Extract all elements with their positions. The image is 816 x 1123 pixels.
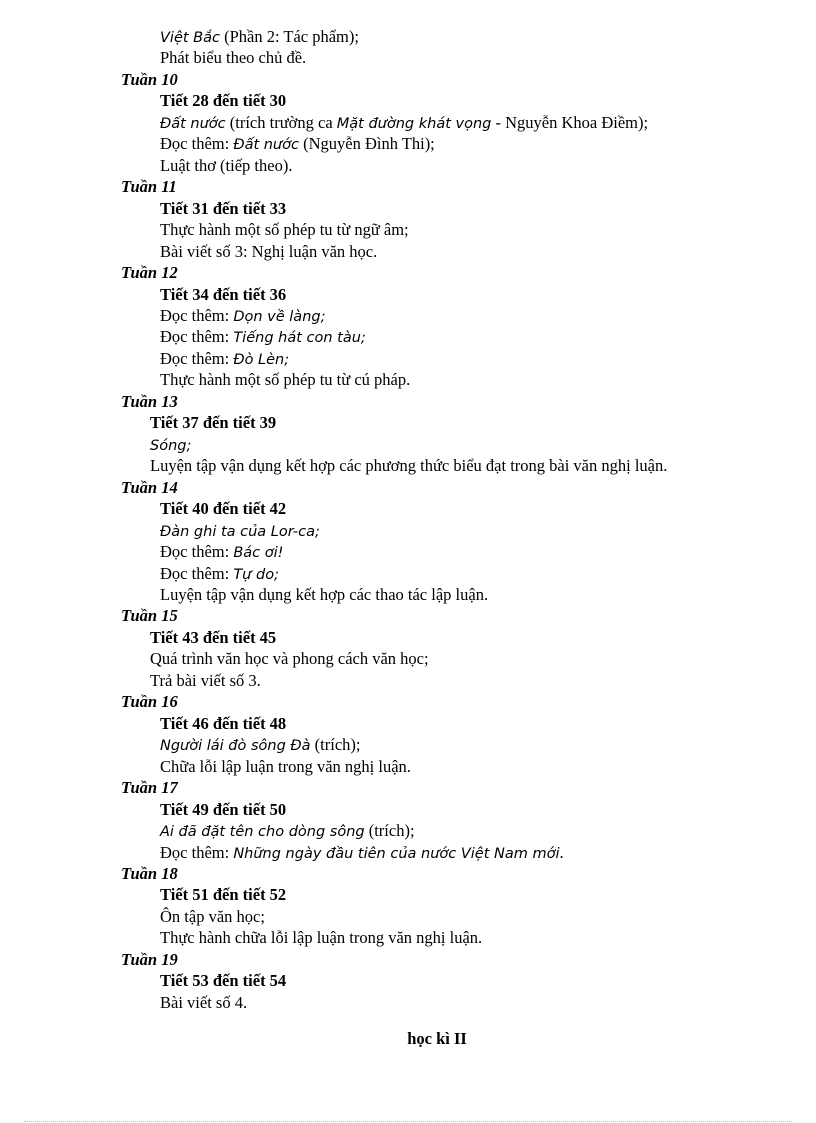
text-line (160, 327, 366, 348)
text-line (160, 134, 435, 155)
text-line (160, 306, 325, 327)
text-line (160, 735, 360, 756)
text-line (160, 542, 283, 563)
text: (trích); (310, 735, 361, 754)
text-line (160, 27, 359, 48)
work-title: Sóng; (150, 438, 192, 454)
text-line (160, 113, 648, 134)
work-title: Đò Lèn; (233, 352, 290, 368)
week-heading: Tuần 18 (121, 864, 178, 883)
text-line: Ôn tập văn học; (160, 907, 265, 926)
text: (Nguyễn Đình Thi); (298, 134, 435, 153)
work-title: Đàn ghi ta của Lor-ca; (160, 524, 320, 540)
period-heading: Tiết 28 đến tiết 30 (160, 91, 287, 110)
text-line (160, 843, 564, 864)
work-title: Dọn về làng; (233, 309, 326, 325)
week-heading: Tuần 11 (121, 177, 177, 196)
text-line: Thực hành một số phép tu từ ngữ âm; (160, 220, 409, 239)
semester-heading: học kì II (407, 1029, 467, 1048)
text-line: Thực hành một số phép tu từ cú pháp. (160, 370, 411, 389)
period-heading: Tiết 49 đến tiết 50 (160, 800, 287, 819)
work-title: Ai đã đặt tên cho dòng sông (160, 824, 365, 840)
work-title: Mặt đường khát vọng (336, 116, 492, 132)
week-heading: Tuần 12 (121, 263, 178, 282)
work-title: Tiếng hát con tàu; (233, 330, 366, 346)
text: (trích trường ca (225, 113, 337, 132)
text-line (160, 349, 289, 370)
text-line (160, 821, 415, 842)
period-heading: Tiết 40 đến tiết 42 (160, 499, 287, 518)
work-title: Đất nước (233, 137, 299, 153)
week-heading: Tuần 16 (121, 692, 178, 711)
text-line: Thực hành chữa lỗi lập luận trong văn nghị luận. (160, 928, 483, 947)
work-title: Đất nước (160, 116, 226, 132)
text: Đọc thêm: (160, 843, 234, 862)
page-bottom-divider (24, 1121, 792, 1122)
week-heading: Tuần 17 (121, 778, 178, 797)
period-heading: Tiết 46 đến tiết 48 (160, 714, 287, 733)
text-line: Chữa lỗi lập luận trong văn nghị luận. (160, 757, 411, 776)
week-heading: Tuần 15 (121, 606, 178, 625)
text-line (160, 564, 279, 585)
work-title: Việt Bắc (160, 30, 220, 46)
text-line: Bài viết số 3: Nghị luận văn học. (160, 242, 378, 261)
work-title: Người lái đò sông Đà (160, 738, 311, 754)
text-line (150, 435, 191, 456)
text: Đọc thêm: (160, 542, 234, 561)
week-heading: Tuần 14 (121, 478, 178, 497)
period-heading: Tiết 51 đến tiết 52 (160, 885, 287, 904)
week-heading: Tuần 19 (121, 950, 178, 969)
period-heading: Tiết 37 đến tiết 39 (150, 413, 277, 432)
week-heading: Tuần 10 (121, 70, 178, 89)
text: (Phần 2: Tác phẩm); (219, 27, 359, 46)
week-heading: Tuần 13 (121, 392, 178, 411)
text: Đọc thêm: (160, 134, 234, 153)
text: Đọc thêm: (160, 306, 234, 325)
period-heading: Tiết 31 đến tiết 33 (160, 199, 287, 218)
text: (trích); (364, 821, 415, 840)
text-line: Bài viết số 4. (160, 993, 248, 1012)
work-title: Những ngày đầu tiên của nước Việt Nam mới (233, 846, 560, 862)
text: . (559, 843, 564, 862)
text-line: Trả bài viết số 3. (150, 671, 261, 690)
text-line (160, 521, 320, 542)
text: Đọc thêm: (160, 349, 234, 368)
text-line: Quá trình văn học và phong cách văn học; (150, 649, 429, 668)
text: Đọc thêm: (160, 327, 234, 346)
text: Đọc thêm: (160, 564, 234, 583)
work-title: Bác ơi! (233, 545, 284, 561)
text-line: Luật thơ (tiếp theo). (160, 156, 293, 175)
text: - Nguyễn Khoa Điềm); (491, 113, 649, 132)
period-heading: Tiết 53 đến tiết 54 (160, 971, 287, 990)
period-heading: Tiết 43 đến tiết 45 (150, 628, 277, 647)
text-line: Luyện tập vận dụng kết hợp các phương thức biểu đạt trong bài văn nghị luận. (150, 456, 668, 475)
text-line: Phát biểu theo chủ đề. (160, 48, 307, 67)
period-heading: Tiết 34 đến tiết 36 (160, 285, 287, 304)
work-title: Tự do; (233, 567, 279, 583)
text-line: Luyện tập vận dụng kết hợp các thao tác lập luận. (160, 585, 489, 604)
